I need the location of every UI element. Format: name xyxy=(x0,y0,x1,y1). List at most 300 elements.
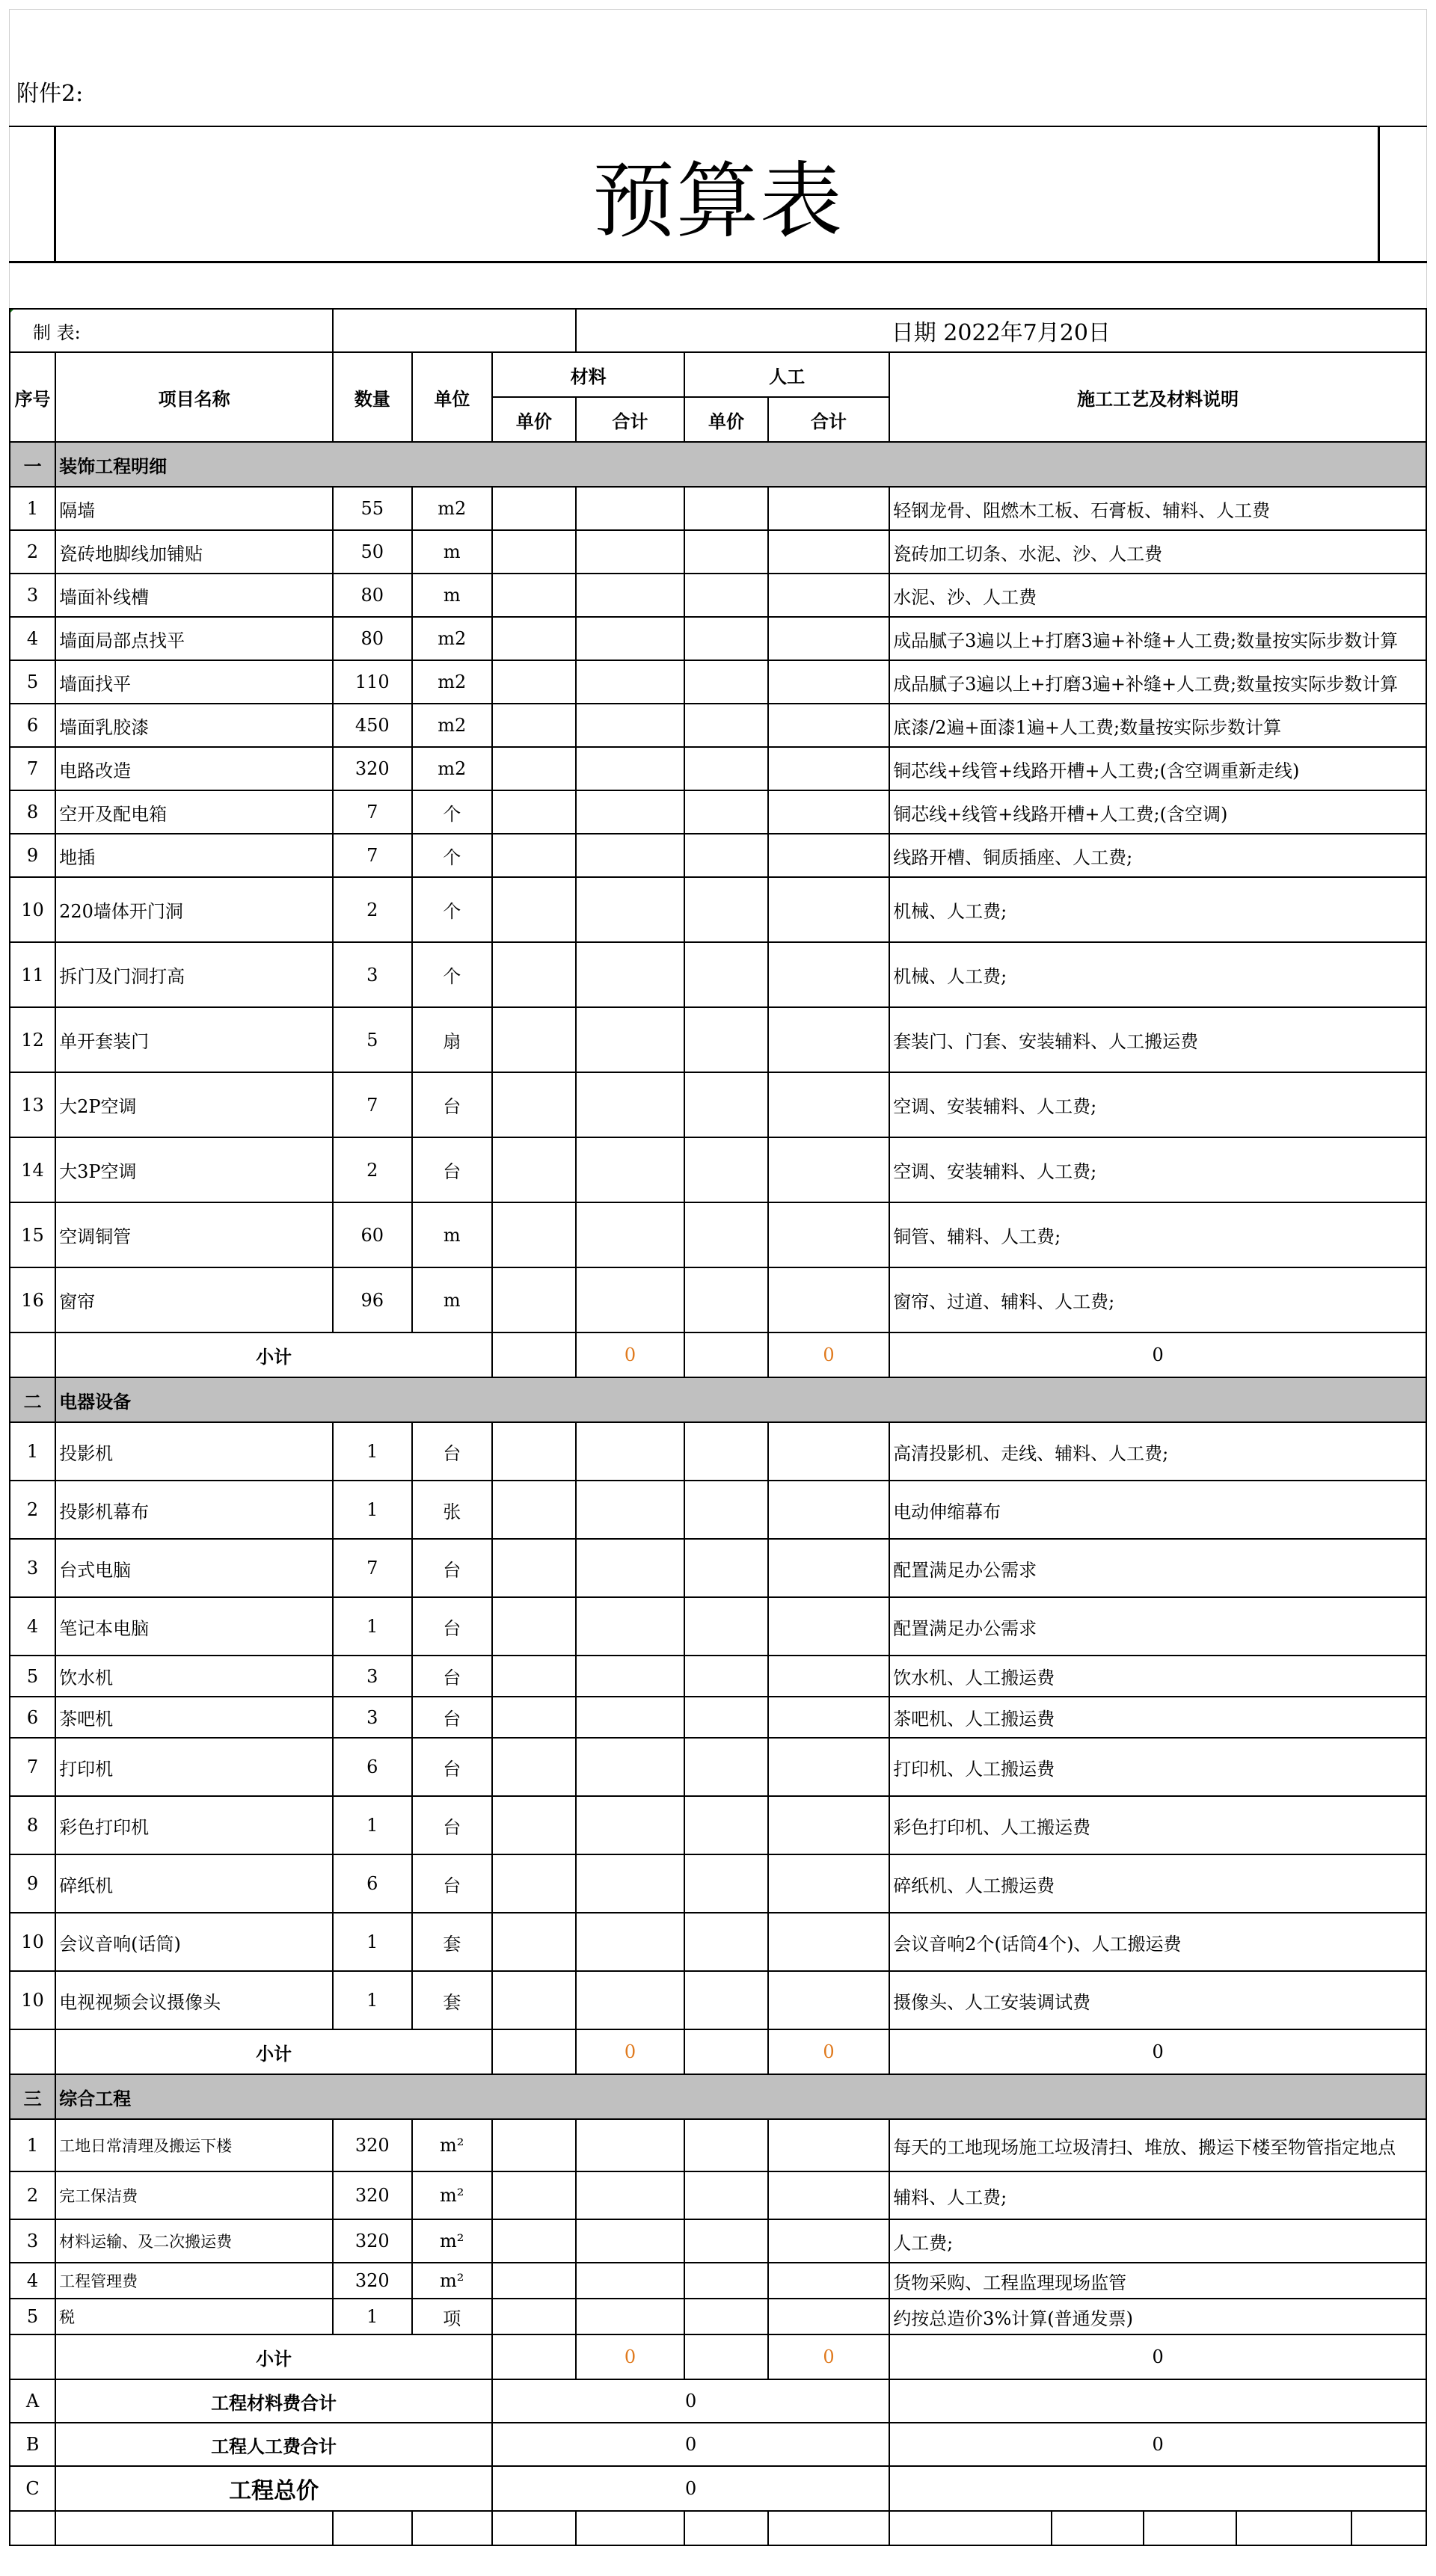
row-item-name[interactable]: 电视视频会议摄像头 xyxy=(55,1971,333,2029)
row-material-unit-price[interactable] xyxy=(492,834,576,877)
row-description[interactable]: 机械、人工费; xyxy=(889,942,1426,1007)
row-labor-total[interactable] xyxy=(768,747,889,790)
row-material-total[interactable] xyxy=(576,2171,684,2219)
row-material-unit-price[interactable] xyxy=(492,660,576,704)
row-description[interactable]: 约按总造价3%计算(普通发票) xyxy=(889,2299,1426,2334)
row-labor-total[interactable] xyxy=(768,942,889,1007)
row-item-name[interactable]: 碎纸机 xyxy=(55,1854,333,1913)
row-material-total[interactable] xyxy=(576,660,684,704)
row-labor-total[interactable] xyxy=(768,1738,889,1796)
row-qty[interactable]: 3 xyxy=(333,1697,411,1738)
row-item-name[interactable]: 220墙体开门洞 xyxy=(55,877,333,942)
row-material-total[interactable] xyxy=(576,2299,684,2334)
row-material-unit-price[interactable] xyxy=(492,2299,576,2334)
row-material-unit-price[interactable] xyxy=(492,1267,576,1332)
row-item-name[interactable]: 电路改造 xyxy=(55,747,333,790)
row-description[interactable]: 铜芯线+线管+线路开槽+人工费;(含空调) xyxy=(889,790,1426,834)
grand-total-value[interactable]: 0 xyxy=(492,2466,889,2511)
row-labor-unit-price[interactable] xyxy=(684,2263,768,2299)
empty-cell[interactable] xyxy=(1351,2511,1426,2545)
row-material-total[interactable] xyxy=(576,2263,684,2299)
grand-total-value[interactable]: 0 xyxy=(492,2423,889,2466)
row-item-name[interactable]: 工地日常清理及搬运下楼 xyxy=(55,2119,333,2171)
row-description[interactable]: 成品腻子3遍以上+打磨3遍+补缝+人工费;数量按实际步数计算 xyxy=(889,617,1426,660)
row-labor-total[interactable] xyxy=(768,487,889,530)
row-labor-unit-price[interactable] xyxy=(684,790,768,834)
row-item-name[interactable]: 茶吧机 xyxy=(55,1697,333,1738)
row-seq: 2 xyxy=(10,530,55,574)
row-description[interactable]: 电动伸缩幕布 xyxy=(889,1481,1426,1539)
row-labor-total[interactable] xyxy=(768,1913,889,1971)
row-qty[interactable]: 96 xyxy=(333,1267,411,1332)
grand-total-label: 工程总价 xyxy=(55,2466,492,2511)
row-labor-total[interactable] xyxy=(768,1422,889,1481)
row-labor-total[interactable] xyxy=(768,2119,889,2171)
row-material-total[interactable] xyxy=(576,617,684,660)
row-description[interactable]: 每天的工地现场施工垃圾清扫、堆放、搬运下楼至物管指定地点 xyxy=(889,2119,1426,2171)
row-item-name[interactable]: 会议音响(话筒) xyxy=(55,1913,333,1971)
row-qty[interactable]: 3 xyxy=(333,1656,411,1697)
row-material-unit-price[interactable] xyxy=(492,1072,576,1137)
row-material-total[interactable] xyxy=(576,1072,684,1137)
row-item-name[interactable]: 投影机 xyxy=(55,1422,333,1481)
row-item-name[interactable]: 墙面局部点找平 xyxy=(55,617,333,660)
row-description[interactable]: 机械、人工费; xyxy=(889,877,1426,942)
row-material-unit-price[interactable] xyxy=(492,2171,576,2219)
row-material-total[interactable] xyxy=(576,834,684,877)
empty-cell[interactable] xyxy=(768,2511,889,2545)
row-unit[interactable]: m xyxy=(412,574,493,617)
row-unit[interactable]: m2 xyxy=(412,704,493,747)
row-qty[interactable]: 1 xyxy=(333,1971,411,2029)
row-unit[interactable]: m xyxy=(412,530,493,574)
row-item-name[interactable]: 打印机 xyxy=(55,1738,333,1796)
grand-total-value[interactable]: 0 xyxy=(492,2379,889,2423)
row-item-name[interactable]: 工程管理费 xyxy=(55,2263,333,2299)
row-unit[interactable]: 台 xyxy=(412,1738,493,1796)
subtotal-seq xyxy=(10,1332,55,1377)
row-material-unit-price[interactable] xyxy=(492,2119,576,2171)
row-material-total[interactable] xyxy=(576,1738,684,1796)
row-qty[interactable]: 320 xyxy=(333,2263,411,2299)
row-material-total[interactable] xyxy=(576,877,684,942)
row-labor-total[interactable] xyxy=(768,660,889,704)
row-item-name[interactable]: 投影机幕布 xyxy=(55,1481,333,1539)
row-labor-unit-price[interactable] xyxy=(684,1738,768,1796)
row-labor-total[interactable] xyxy=(768,704,889,747)
row-item-name[interactable]: 大2P空调 xyxy=(55,1072,333,1137)
row-labor-total[interactable] xyxy=(768,1072,889,1137)
row-item-name[interactable]: 彩色打印机 xyxy=(55,1796,333,1854)
row-item-name[interactable]: 墙面乳胶漆 xyxy=(55,704,333,747)
row-description[interactable]: 瓷砖加工切条、水泥、沙、人工费 xyxy=(889,530,1426,574)
row-unit[interactable]: m² xyxy=(412,2263,493,2299)
row-material-unit-price[interactable] xyxy=(492,942,576,1007)
row-qty[interactable]: 55 xyxy=(333,487,411,530)
row-labor-unit-price[interactable] xyxy=(684,1137,768,1202)
row-qty[interactable]: 5 xyxy=(333,1007,411,1072)
row-labor-unit-price[interactable] xyxy=(684,1854,768,1913)
row-description[interactable]: 高清投影机、走线、辅料、人工费; xyxy=(889,1422,1426,1481)
row-material-total[interactable] xyxy=(576,1854,684,1913)
row-qty[interactable]: 320 xyxy=(333,2171,411,2219)
row-qty[interactable]: 60 xyxy=(333,1202,411,1267)
row-description[interactable]: 货物采购、工程监理现场监管 xyxy=(889,2263,1426,2299)
row-description[interactable]: 底漆/2遍+面漆1遍+人工费;数量按实际步数计算 xyxy=(889,704,1426,747)
row-unit[interactable]: m2 xyxy=(412,617,493,660)
empty-cell[interactable] xyxy=(55,2511,333,2545)
row-labor-unit-price[interactable] xyxy=(684,1913,768,1971)
row-material-unit-price[interactable] xyxy=(492,574,576,617)
row-qty[interactable]: 6 xyxy=(333,1738,411,1796)
date-cell[interactable]: 日期 2022年7月20日 xyxy=(576,309,1426,352)
empty-cell[interactable] xyxy=(889,2511,1052,2545)
row-item-name[interactable]: 墙面补线槽 xyxy=(55,574,333,617)
row-unit[interactable]: m² xyxy=(412,2171,493,2219)
row-labor-unit-price[interactable] xyxy=(684,1007,768,1072)
row-material-unit-price[interactable] xyxy=(492,1697,576,1738)
row-labor-total[interactable] xyxy=(768,1971,889,2029)
row-labor-unit-price[interactable] xyxy=(684,2119,768,2171)
row-description[interactable]: 窗帘、过道、辅料、人工费; xyxy=(889,1267,1426,1332)
row-unit[interactable]: m xyxy=(412,1202,493,1267)
row-unit[interactable]: 个 xyxy=(412,790,493,834)
row-qty[interactable]: 6 xyxy=(333,1854,411,1913)
row-material-unit-price[interactable] xyxy=(492,1422,576,1481)
row-qty[interactable]: 7 xyxy=(333,790,411,834)
row-unit[interactable]: m² xyxy=(412,2219,493,2263)
row-material-unit-price[interactable] xyxy=(492,1854,576,1913)
grand-total-desc xyxy=(889,2466,1426,2511)
section-title: 电器设备 xyxy=(55,1377,1426,1422)
row-seq: 1 xyxy=(10,487,55,530)
row-unit[interactable]: 项 xyxy=(412,2299,493,2334)
row-labor-total[interactable] xyxy=(768,1796,889,1854)
maker-value-cell[interactable] xyxy=(333,309,576,352)
row-material-total[interactable] xyxy=(576,1697,684,1738)
row-qty[interactable]: 320 xyxy=(333,2219,411,2263)
row-qty[interactable]: 2 xyxy=(333,1137,411,1202)
row-qty[interactable]: 1 xyxy=(333,1597,411,1656)
row-material-unit-price[interactable] xyxy=(492,1913,576,1971)
row-qty[interactable]: 1 xyxy=(333,1913,411,1971)
row-material-unit-price[interactable] xyxy=(492,530,576,574)
row-labor-total[interactable] xyxy=(768,2171,889,2219)
row-labor-total[interactable] xyxy=(768,617,889,660)
row-item-name[interactable]: 单开套装门 xyxy=(55,1007,333,1072)
row-labor-unit-price[interactable] xyxy=(684,1072,768,1137)
row-item-name[interactable]: 笔记本电脑 xyxy=(55,1597,333,1656)
row-material-unit-price[interactable] xyxy=(492,1597,576,1656)
empty-cell[interactable] xyxy=(333,2511,411,2545)
row-description[interactable]: 辅料、人工费; xyxy=(889,2171,1426,2219)
row-material-unit-price[interactable] xyxy=(492,617,576,660)
subtotal-labor-unit-price xyxy=(684,2029,768,2074)
row-material-unit-price[interactable] xyxy=(492,2263,576,2299)
grand-total-row xyxy=(10,2423,1426,2466)
subtotal-row xyxy=(10,2334,1426,2379)
row-labor-unit-price[interactable] xyxy=(684,2171,768,2219)
row-unit[interactable]: 个 xyxy=(412,877,493,942)
row-labor-unit-price[interactable] xyxy=(684,747,768,790)
row-material-total[interactable] xyxy=(576,1597,684,1656)
row-material-unit-price[interactable] xyxy=(492,790,576,834)
row-unit[interactable]: 台 xyxy=(412,1854,493,1913)
row-material-unit-price[interactable] xyxy=(492,877,576,942)
row-qty[interactable]: 110 xyxy=(333,660,411,704)
row-unit[interactable]: 套 xyxy=(412,1971,493,2029)
row-unit[interactable]: 台 xyxy=(412,1697,493,1738)
row-qty[interactable]: 450 xyxy=(333,704,411,747)
subtotal-labor-total: 0 xyxy=(768,1332,889,1377)
row-unit[interactable]: 台 xyxy=(412,1539,493,1597)
row-description[interactable]: 饮水机、人工搬运费 xyxy=(889,1656,1426,1697)
row-material-total[interactable] xyxy=(576,1971,684,2029)
empty-cell[interactable] xyxy=(576,2511,684,2545)
row-description[interactable]: 人工费; xyxy=(889,2219,1426,2263)
row-description[interactable]: 空调、安装辅料、人工费; xyxy=(889,1072,1426,1137)
row-material-total[interactable] xyxy=(576,1422,684,1481)
row-qty[interactable]: 7 xyxy=(333,1539,411,1597)
row-material-unit-price[interactable] xyxy=(492,1137,576,1202)
row-labor-unit-price[interactable] xyxy=(684,1422,768,1481)
row-material-total[interactable] xyxy=(576,1481,684,1539)
row-material-unit-price[interactable] xyxy=(492,1481,576,1539)
row-qty[interactable]: 2 xyxy=(333,877,411,942)
maker-label-cell[interactable]: 制 表: xyxy=(10,309,333,352)
row-item-name[interactable]: 台式电脑 xyxy=(55,1539,333,1597)
row-unit[interactable]: 台 xyxy=(412,1072,493,1137)
row-qty[interactable]: 1 xyxy=(333,2299,411,2334)
row-seq: 2 xyxy=(10,1481,55,1539)
row-description[interactable]: 铜芯线+线管+线路开槽+人工费;(含空调重新走线) xyxy=(889,747,1426,790)
row-unit[interactable]: 台 xyxy=(412,1137,493,1202)
row-qty[interactable]: 7 xyxy=(333,834,411,877)
row-labor-unit-price[interactable] xyxy=(684,574,768,617)
empty-cell[interactable] xyxy=(1052,2511,1143,2545)
row-unit[interactable]: 个 xyxy=(412,834,493,877)
row-item-name[interactable]: 隔墙 xyxy=(55,487,333,530)
row-description[interactable]: 会议音响2个(话筒4个)、人工搬运费 xyxy=(889,1913,1426,1971)
row-material-unit-price[interactable] xyxy=(492,1539,576,1597)
row-qty[interactable]: 50 xyxy=(333,530,411,574)
row-material-unit-price[interactable] xyxy=(492,704,576,747)
row-material-unit-price[interactable] xyxy=(492,1971,576,2029)
page-title: 预算表 xyxy=(592,153,844,249)
row-material-unit-price[interactable] xyxy=(492,1796,576,1854)
row-description[interactable]: 空调、安装辅料、人工费; xyxy=(889,1137,1426,1202)
row-labor-total[interactable] xyxy=(768,530,889,574)
row-description[interactable]: 打印机、人工搬运费 xyxy=(889,1738,1426,1796)
row-description[interactable]: 茶吧机、人工搬运费 xyxy=(889,1697,1426,1738)
row-labor-unit-price[interactable] xyxy=(684,1597,768,1656)
row-description[interactable]: 线路开槽、铜质插座、人工费; xyxy=(889,834,1426,877)
row-description[interactable]: 配置满足办公需求 xyxy=(889,1597,1426,1656)
row-material-total[interactable] xyxy=(576,1267,684,1332)
row-qty[interactable]: 1 xyxy=(333,1481,411,1539)
row-description[interactable]: 彩色打印机、人工搬运费 xyxy=(889,1796,1426,1854)
subtotal-material-total: 0 xyxy=(576,1332,684,1377)
grand-total-code: A xyxy=(10,2379,55,2423)
row-labor-total[interactable] xyxy=(768,877,889,942)
row-material-total[interactable] xyxy=(576,747,684,790)
row-unit[interactable]: m2 xyxy=(412,747,493,790)
row-description[interactable]: 摄像头、人工安装调试费 xyxy=(889,1971,1426,2029)
row-qty[interactable]: 80 xyxy=(333,617,411,660)
row-qty[interactable]: 80 xyxy=(333,574,411,617)
row-qty[interactable]: 1 xyxy=(333,1422,411,1481)
row-item-name[interactable]: 瓷砖地脚线加铺贴 xyxy=(55,530,333,574)
row-material-total[interactable] xyxy=(576,942,684,1007)
row-item-name[interactable]: 拆门及门洞打高 xyxy=(55,942,333,1007)
row-item-name[interactable]: 大3P空调 xyxy=(55,1137,333,1202)
row-item-name[interactable]: 空调铜管 xyxy=(55,1202,333,1267)
empty-cell[interactable] xyxy=(1236,2511,1351,2545)
row-description[interactable]: 配置满足办公需求 xyxy=(889,1539,1426,1597)
row-material-total[interactable] xyxy=(576,704,684,747)
row-item-name[interactable]: 空开及配电箱 xyxy=(55,790,333,834)
row-seq: 1 xyxy=(10,2119,55,2171)
row-material-total[interactable] xyxy=(576,574,684,617)
row-unit[interactable]: 台 xyxy=(412,1656,493,1697)
row-material-total[interactable] xyxy=(576,530,684,574)
row-labor-unit-price[interactable] xyxy=(684,834,768,877)
row-material-total[interactable] xyxy=(576,1007,684,1072)
row-labor-unit-price[interactable] xyxy=(684,1656,768,1697)
row-labor-unit-price[interactable] xyxy=(684,1202,768,1267)
empty-cell[interactable] xyxy=(1144,2511,1236,2545)
empty-cell[interactable] xyxy=(492,2511,576,2545)
row-unit[interactable]: m2 xyxy=(412,660,493,704)
row-unit[interactable]: 个 xyxy=(412,942,493,1007)
row-labor-unit-price[interactable] xyxy=(684,1539,768,1597)
row-qty[interactable]: 1 xyxy=(333,1796,411,1854)
row-item-name[interactable]: 地插 xyxy=(55,834,333,877)
row-labor-total[interactable] xyxy=(768,1597,889,1656)
row-unit[interactable]: 台 xyxy=(412,1597,493,1656)
labor-unit-price-header: 单价 xyxy=(684,397,768,442)
row-labor-unit-price[interactable] xyxy=(684,704,768,747)
row-labor-unit-price[interactable] xyxy=(684,1481,768,1539)
row-seq: 9 xyxy=(10,834,55,877)
empty-cell[interactable] xyxy=(10,2511,55,2545)
row-material-unit-price[interactable] xyxy=(492,1738,576,1796)
row-qty[interactable]: 3 xyxy=(333,942,411,1007)
row-labor-unit-price[interactable] xyxy=(684,617,768,660)
row-description[interactable]: 水泥、沙、人工费 xyxy=(889,574,1426,617)
row-labor-unit-price[interactable] xyxy=(684,1796,768,1854)
col-seq-header: 序号 xyxy=(10,352,55,442)
subtotal-label: 小计 xyxy=(55,1332,492,1377)
row-labor-unit-price[interactable] xyxy=(684,487,768,530)
row-unit[interactable]: 套 xyxy=(412,1913,493,1971)
row-labor-total[interactable] xyxy=(768,2263,889,2299)
row-material-total[interactable] xyxy=(576,2219,684,2263)
subtotal-labor-unit-price xyxy=(684,2334,768,2379)
row-material-total[interactable] xyxy=(576,1539,684,1597)
row-labor-total[interactable] xyxy=(768,1854,889,1913)
row-labor-total[interactable] xyxy=(768,1697,889,1738)
row-labor-unit-price[interactable] xyxy=(684,2299,768,2334)
row-labor-total[interactable] xyxy=(768,2299,889,2334)
row-description[interactable]: 轻钢龙骨、阻燃木工板、石膏板、辅料、人工费 xyxy=(889,487,1426,530)
row-material-unit-price[interactable] xyxy=(492,747,576,790)
row-item-name[interactable]: 税 xyxy=(55,2299,333,2334)
row-labor-total[interactable] xyxy=(768,574,889,617)
row-qty[interactable]: 320 xyxy=(333,2119,411,2171)
row-qty[interactable]: 7 xyxy=(333,1072,411,1137)
row-seq: 2 xyxy=(10,2171,55,2219)
row-material-total[interactable] xyxy=(576,487,684,530)
row-unit[interactable]: m² xyxy=(412,2119,493,2171)
row-labor-total[interactable] xyxy=(768,1202,889,1267)
row-labor-total[interactable] xyxy=(768,1539,889,1597)
row-labor-unit-price[interactable] xyxy=(684,1267,768,1332)
row-labor-unit-price[interactable] xyxy=(684,1971,768,2029)
row-material-total[interactable] xyxy=(576,1656,684,1697)
row-material-total[interactable] xyxy=(576,1796,684,1854)
section-row xyxy=(10,2074,1426,2119)
row-unit[interactable]: 扇 xyxy=(412,1007,493,1072)
row-material-unit-price[interactable] xyxy=(492,1656,576,1697)
row-material-total[interactable] xyxy=(576,790,684,834)
row-labor-total[interactable] xyxy=(768,1267,889,1332)
table-row xyxy=(10,1137,1426,1202)
row-material-total[interactable] xyxy=(576,1137,684,1202)
row-description[interactable]: 成品腻子3遍以上+打磨3遍+补缝+人工费;数量按实际步数计算 xyxy=(889,660,1426,704)
row-item-name[interactable]: 饮水机 xyxy=(55,1656,333,1697)
row-description[interactable]: 铜管、辅料、人工费; xyxy=(889,1202,1426,1267)
row-labor-unit-price[interactable] xyxy=(684,942,768,1007)
empty-cell[interactable] xyxy=(412,2511,493,2545)
row-unit[interactable]: 台 xyxy=(412,1422,493,1481)
row-material-unit-price[interactable] xyxy=(492,1007,576,1072)
row-labor-unit-price[interactable] xyxy=(684,1697,768,1738)
row-labor-total[interactable] xyxy=(768,1007,889,1072)
row-item-name[interactable]: 窗帘 xyxy=(55,1267,333,1332)
row-labor-unit-price[interactable] xyxy=(684,877,768,942)
row-material-total[interactable] xyxy=(576,1202,684,1267)
row-material-total[interactable] xyxy=(576,1913,684,1971)
row-unit[interactable]: m2 xyxy=(412,487,493,530)
row-seq: 3 xyxy=(10,2219,55,2263)
row-labor-total[interactable] xyxy=(768,2219,889,2263)
row-labor-total[interactable] xyxy=(768,1481,889,1539)
row-unit[interactable]: m xyxy=(412,1267,493,1332)
row-item-name[interactable]: 完工保洁费 xyxy=(55,2171,333,2219)
row-material-total[interactable] xyxy=(576,2119,684,2171)
row-qty[interactable]: 320 xyxy=(333,747,411,790)
row-material-unit-price[interactable] xyxy=(492,1202,576,1267)
row-labor-unit-price[interactable] xyxy=(684,660,768,704)
row-labor-total[interactable] xyxy=(768,790,889,834)
row-labor-total[interactable] xyxy=(768,834,889,877)
row-description[interactable]: 碎纸机、人工搬运费 xyxy=(889,1854,1426,1913)
empty-cell[interactable] xyxy=(684,2511,768,2545)
row-labor-unit-price[interactable] xyxy=(684,530,768,574)
row-material-unit-price[interactable] xyxy=(492,487,576,530)
subtotal-seq xyxy=(10,2029,55,2074)
row-item-name[interactable]: 材料运输、及二次搬运费 xyxy=(55,2219,333,2263)
row-labor-total[interactable] xyxy=(768,1137,889,1202)
row-item-name[interactable]: 墙面找平 xyxy=(55,660,333,704)
row-material-unit-price[interactable] xyxy=(492,2219,576,2263)
row-unit[interactable]: 张 xyxy=(412,1481,493,1539)
row-labor-unit-price[interactable] xyxy=(684,2219,768,2263)
row-description[interactable]: 套装门、门套、安装辅料、人工搬运费 xyxy=(889,1007,1426,1072)
row-unit[interactable]: 台 xyxy=(412,1796,493,1854)
row-labor-total[interactable] xyxy=(768,1656,889,1697)
